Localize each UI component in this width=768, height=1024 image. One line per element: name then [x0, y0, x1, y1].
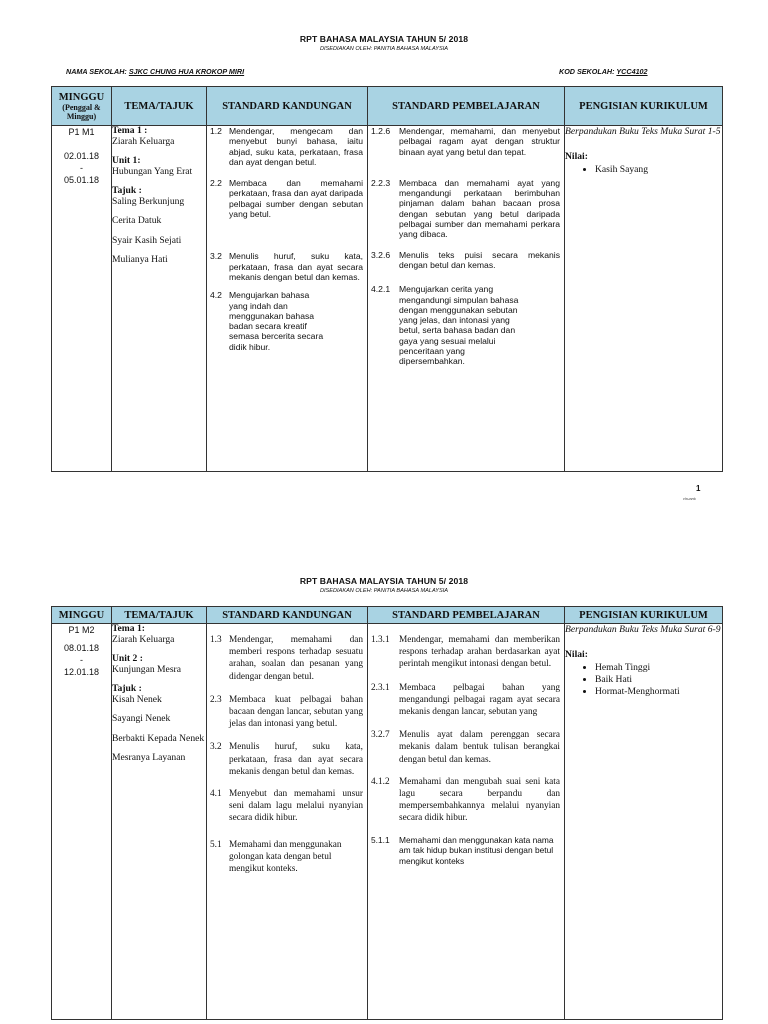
pk-cell	[565, 624, 723, 1020]
sk-cell	[207, 126, 368, 472]
header-pk: PENGISIAN KURIKULUM	[565, 87, 723, 126]
page2-subtitle: DISEDIAKAN OLEH: PANITIA BAHASA MALAYSIA	[319, 588, 449, 594]
header-tema: TEMA/TAJUK	[112, 607, 207, 624]
nilai-label: Nilai:	[565, 649, 588, 660]
school-label: NAMA SEKOLAH:	[66, 67, 127, 76]
header-minggu: MINGGU	[52, 607, 112, 624]
date-dash: -	[80, 655, 83, 665]
unit-value: Hubungan Yang Erat	[112, 165, 193, 177]
sk-item: 2.2 Membaca dan memahami perkataan, frasa dan ayat daripada pelbagai sumber dengan sebutan yang betul.	[210, 178, 363, 220]
pk-reference: Berpandukan Buku Teks Muka Surat 6-9	[565, 624, 721, 635]
sk-item: 4.2 Mengujarkan bahasa yang indah dan menggunakan bahasa badan secara kreatif semasa bercerita secara didik hibur.	[210, 290, 324, 352]
header-sp: STANDARD PEMBELAJARAN	[368, 87, 565, 126]
nilai-item: • Hemah Tinggi	[595, 662, 722, 674]
sp-item: 1.3.1 Mendengar, memahami dan memberikan respons terhadap arahan berdasarkan ayat perintah mengikut intonasi dengan betul.	[371, 635, 560, 670]
page2-header-row	[52, 607, 723, 624]
tajuk-item: Kisah Nenek	[112, 693, 162, 705]
tajuk-item: Syair Kasih Sejati	[112, 234, 182, 246]
tajuk-item: Cerita Datuk	[112, 215, 162, 226]
tajuk-item: Sayangi Nenek	[112, 713, 171, 724]
pk-reference: Berpandukan Buku Teks Muka Surat 1-5	[565, 126, 721, 137]
school-value: SJKC CHUNG HUA KROKOP MIRI	[128, 67, 245, 76]
sk-item: 3.2 Menulis huruf, suku kata, perkataan, frasa dan ayat secara mekanis dengan betul dan kemas.	[210, 742, 363, 777]
header-pk: PENGISIAN KURIKULUM	[565, 607, 723, 624]
nilai-label: Nilai:	[565, 151, 588, 162]
sp-cell	[368, 624, 565, 1020]
code-value: YCC4102	[616, 67, 648, 76]
sp-item: 2.3.1 Membaca pelbagai bahan yang mengandungi pelbagai ragam ayat secara mekanis dengan lancar, sebutan yang	[371, 682, 560, 718]
tema-value: Ziarah Keluarga	[112, 633, 175, 645]
sk-item: 5.1 Memahami dan menggunakan golongan kata dengan betul mengikut konteks.	[210, 839, 342, 875]
week-cell	[52, 624, 112, 1020]
tema-value: Ziarah Keluarga	[112, 135, 175, 147]
sp-item: 1.2.6 Mendengar, memahami, dan menyebut pelbagai ragam ayat dengan struktur binaan ayat yang betul dan tepat.	[371, 126, 560, 157]
page1-table-row	[52, 126, 723, 472]
nilai-item: • Baik Hati	[595, 674, 722, 686]
week-cell	[52, 126, 112, 472]
tajuk-item: Berbakti Kepada Nenek	[112, 732, 205, 744]
date-from: 02.01.18	[63, 151, 100, 161]
sk-item: 2.3 Membaca kuat pelbagai bahan bacaan dengan lancar, sebutan yang jelas dan intonasi yang betul.	[210, 694, 363, 730]
nilai-item: • Kasih Sayang	[595, 164, 722, 176]
tajuk-item: Saling Berkunjung	[112, 195, 185, 207]
code-label: KOD SEKOLAH:	[559, 67, 615, 76]
tajuk-label: Tajuk :	[112, 185, 142, 196]
school-code	[559, 67, 648, 76]
tajuk-label: Tajuk :	[112, 683, 142, 694]
week-label: P1 M2	[68, 625, 95, 635]
header-minggu-label: MINGGU	[58, 91, 105, 103]
unit-value: Kunjungan Mesra	[112, 663, 182, 675]
header-tema: TEMA/TAJUK	[112, 87, 207, 126]
date-to: 12.01.18	[63, 667, 100, 677]
page1-header-row	[52, 87, 723, 126]
header-sk: STANDARD KANDUNGAN	[207, 87, 368, 126]
school-name	[66, 67, 244, 76]
page2-table-row	[52, 624, 723, 1020]
sp-item: 3.2.6 Menulis teks puisi secara mekanis dengan betul dan kemas.	[371, 249, 560, 270]
sk-item: 3.2 Menulis huruf, suku kata, perkataan, frasa dan ayat secara mekanis dengan betul dan kemas.	[210, 251, 363, 282]
sp-item: 4.2.1 Mengujarkan cerita yang mengandungi simpulan bahasa dengan menggunakan sebutan yang jelas, dan intonasi yang betul, serta bahasa badan dan gaya yang sesuai melalui penceritaan yang dipersembahkan.	[371, 284, 519, 367]
tema-label: Tema 1:	[112, 623, 145, 634]
header-minggu-sub: (Penggal & Minggu)	[62, 102, 101, 121]
sp-item: 3.2.7 Menulis ayat dalam perenggan secara mekanis dalam bentuk tulisan berangkai dengan betul dan kemas.	[371, 730, 560, 765]
sk-item: 1.2 Mendengar, mengecam dan menyebut bunyi bahasa, iaitu abjad, suku kata, perkataan, frasa dan ayat dengan betul.	[210, 126, 363, 167]
page-note: chuank	[683, 496, 696, 501]
nilai-item: • Hormat-Menghormati	[595, 686, 722, 698]
date-dash: -	[80, 163, 83, 173]
sp-item: 2.2.3 Membaca dan memahami ayat yang mengandungi perkataan berimbuhan pinjaman dalam bahan bacaan prosa dengan sebutan yang betul daripada pelbagai sumber dan memahami perkara yang dibaca.	[371, 177, 560, 240]
nilai-list	[565, 164, 722, 176]
tajuk-item: Mulianya Hati	[112, 254, 168, 265]
date-from: 08.01.18	[63, 643, 100, 653]
page2-title: RPT BAHASA MALAYSIA TAHUN 5/ 2018	[299, 576, 469, 586]
sp-item: 4.1.2 Memahami dan mengubah suai seni kata lagu secara berpandu dan mempersembahkannya melalui nyanyian secara didik hibur.	[371, 776, 560, 824]
page1-table	[51, 86, 723, 472]
unit-label: Unit 2 :	[112, 653, 143, 664]
tema-cell	[112, 624, 207, 1020]
header-sp: STANDARD PEMBELAJARAN	[368, 607, 565, 624]
week-label: P1 M1	[68, 127, 95, 137]
nilai-list	[565, 662, 722, 698]
tema-cell	[112, 126, 207, 472]
sk-item: 1.3 Mendengar, memahami dan memberi respons terhadap sesuatu arahan, soalan dan pesanan yang didengar dengan betul.	[210, 635, 363, 682]
date-to: 05.01.18	[63, 175, 100, 185]
page2-table	[51, 606, 723, 1020]
page1-subtitle: DISEDIAKAN OLEH: PANITIA BAHASA MALAYSIA	[319, 46, 449, 52]
page-number: 1	[696, 484, 701, 493]
sk-item: 4.1 Menyebut dan memahami unsur seni dalam lagu melalui nyanyian secara didik hibur.	[210, 789, 363, 824]
sk-cell	[207, 624, 368, 1020]
sp-cell	[368, 126, 565, 472]
sp-item: 5.1.1 Memahami dan menggunakan kata nama am tak hidup bukan institusi dengan betul mengikut konteks	[371, 834, 554, 867]
tema-label: Tema 1 :	[112, 125, 148, 136]
tajuk-item: Mesranya Layanan	[112, 752, 186, 763]
unit-label: Unit 1:	[112, 155, 141, 166]
header-sk: STANDARD KANDUNGAN	[207, 607, 368, 624]
header-minggu	[52, 87, 112, 126]
pk-cell	[565, 126, 723, 472]
page1-title: RPT BAHASA MALAYSIA TAHUN 5/ 2018	[299, 34, 469, 44]
